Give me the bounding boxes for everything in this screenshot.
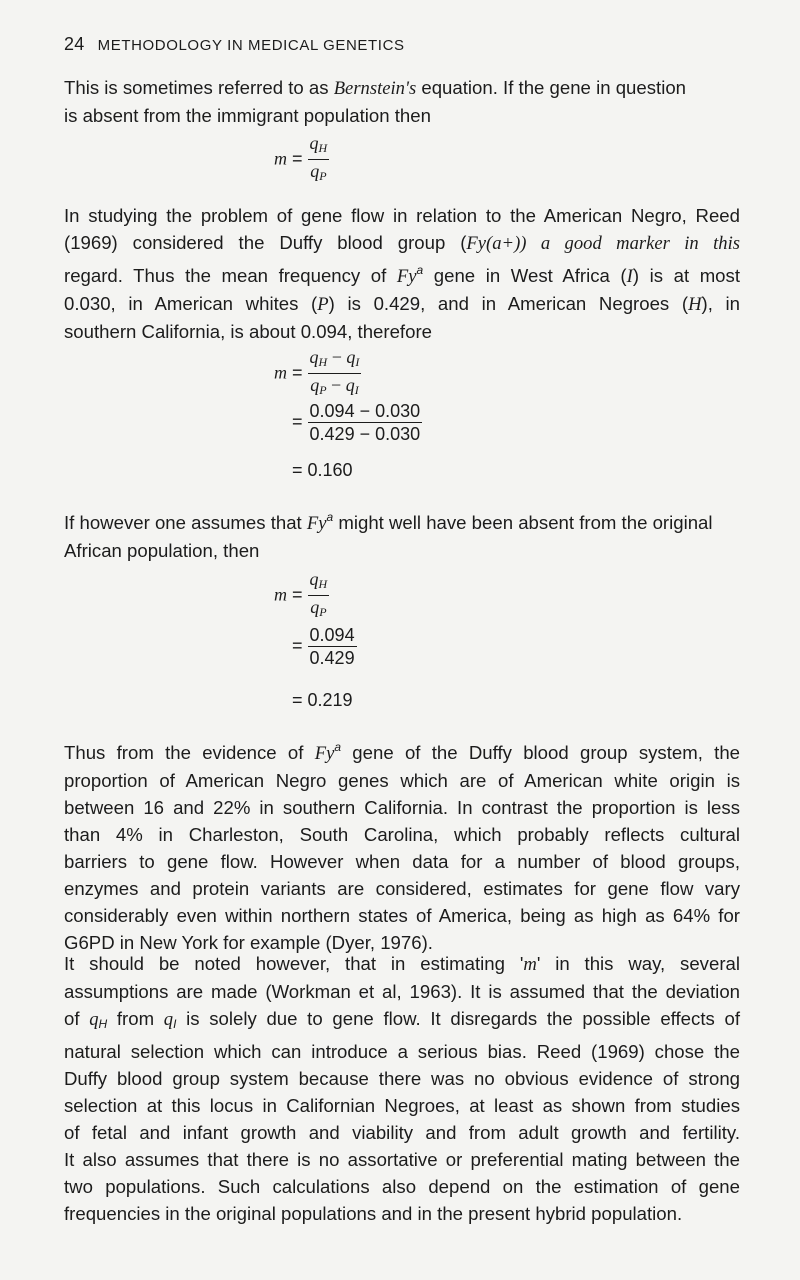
paragraph-5	[64, 950, 740, 1227]
p4-line-1: Thus from the evidence of Fy$^a$ gene of the Duffy blood group system, the	[64, 740, 741, 764]
paragraph-2	[64, 202, 740, 345]
p5-line-9: two populations. Such calculations also depend on the estimation of gene	[64, 1176, 740, 1197]
equation-2: m = $\frac{q_H - q_I}{q_P - q_I}$	[274, 346, 361, 401]
p2-line-2: (1969) considered the Duffy blood group (Fy(a+)) a good marker in this	[64, 232, 740, 254]
p4-line-5: barriers to gene flow. However when data for a number of blood groups,	[64, 851, 740, 872]
equation-1-fraction: $\frac{q_H}{q_P}$	[309, 133, 328, 183]
equation-3-numeric: = $\frac{0.094}{0.429}$	[292, 625, 355, 668]
p2-line-1: In studying the problem of gene flow in relation to the American Negro, Reed	[64, 205, 740, 226]
running-title: METHODOLOGY IN MEDICAL GENETICS	[97, 37, 405, 54]
p5-line-10: frequencies in the original populations and in the present hybrid population.	[64, 1203, 683, 1224]
p2-line-5: southern California, is about 0.094, therefore	[64, 321, 432, 342]
p3-line-2: African population, then	[64, 540, 260, 561]
p4-line-7: considerably even within northern states of America, being as high as 64% for	[64, 905, 740, 926]
equation-2-numeric-fraction: $\frac{0.094 - 0.030}{0.429 - 0.030}$	[309, 401, 421, 444]
p5-line-3: of $q_H$ from $q_I$ is solely due to gene flow. It disregards the possible effects of	[64, 1008, 740, 1031]
p2-line-4: 0.030, in American whites (P) is 0.429, and in American Negroes (H), in	[64, 293, 741, 315]
p5-line-4: natural selection which can introduce a serious bias. Reed (1969) chose the	[64, 1041, 740, 1062]
paragraph-1	[64, 74, 740, 129]
equation-3-symbolic-fraction: $\frac{q_H}{q_P}$	[309, 569, 328, 619]
p4-line-2: proportion of American Negro genes which are of American white origin is	[64, 770, 740, 791]
p5-line-2: assumptions are made (Workman et al, 1963). It is assumed that the deviation	[64, 981, 740, 1002]
equation-2-result: = 0.160	[292, 460, 353, 480]
equation-2-symbolic-fraction: $\frac{q_H - q_I}{q_P - q_I}$	[309, 347, 360, 397]
equation-3-result: = 0.219	[292, 690, 353, 710]
p1-line-2: is absent from the immigrant population then	[64, 105, 431, 126]
p5-line-7: of fetal and infant growth and viability and from adult growth and fertility.	[64, 1122, 740, 1143]
paragraph-4	[64, 734, 740, 956]
equation-3-numeric-fraction: $\frac{0.094}{0.429}$	[309, 625, 355, 668]
p5-line-1: It should be noted however, that in estimating 'm' in this way, several	[64, 953, 740, 975]
p4-line-6: enzymes and protein variants are considered, estimates for gene flow vary	[64, 878, 740, 899]
p3-line-1: If however one assumes that Fy$^a$ might well have been absent from the original	[64, 510, 713, 534]
equation-3: m = $\frac{q_H}{q_P}$	[274, 568, 329, 623]
running-header	[64, 34, 405, 55]
paragraph-3	[64, 504, 740, 564]
bernstein-term: Bernstein's	[333, 78, 417, 99]
p5-line-6: selection at this locus in Californian Negroes, at least as shown from studies	[64, 1095, 740, 1116]
p2-line-3: regard. Thus the mean frequency of Fy$^a$ gene in West Africa (I) is at most	[64, 263, 740, 287]
equation-1: m = $\frac{q_H}{q_P}$	[274, 132, 329, 187]
equation-2-numeric: = $\frac{0.094 - 0.030}{0.429 - 0.030}$	[292, 401, 421, 444]
p5-line-8: It also assumes that there is no assortative or preferential mating between the	[64, 1149, 740, 1170]
p5-line-5: Duffy blood group system because there was no obvious evidence of strong	[64, 1068, 740, 1089]
page-number: 24	[64, 34, 85, 54]
p4-line-8: G6PD in New York for example (Dyer, 1976).	[64, 932, 433, 953]
p4-line-3: between 16 and 22% in southern California. In contrast the proportion is less	[64, 797, 740, 818]
p1-line-1: This is sometimes referred to as Bernstein's equation. If the gene in question	[64, 77, 687, 99]
p4-line-4: than 4% in Charleston, South Carolina, which probably reflects cultural	[64, 824, 740, 845]
